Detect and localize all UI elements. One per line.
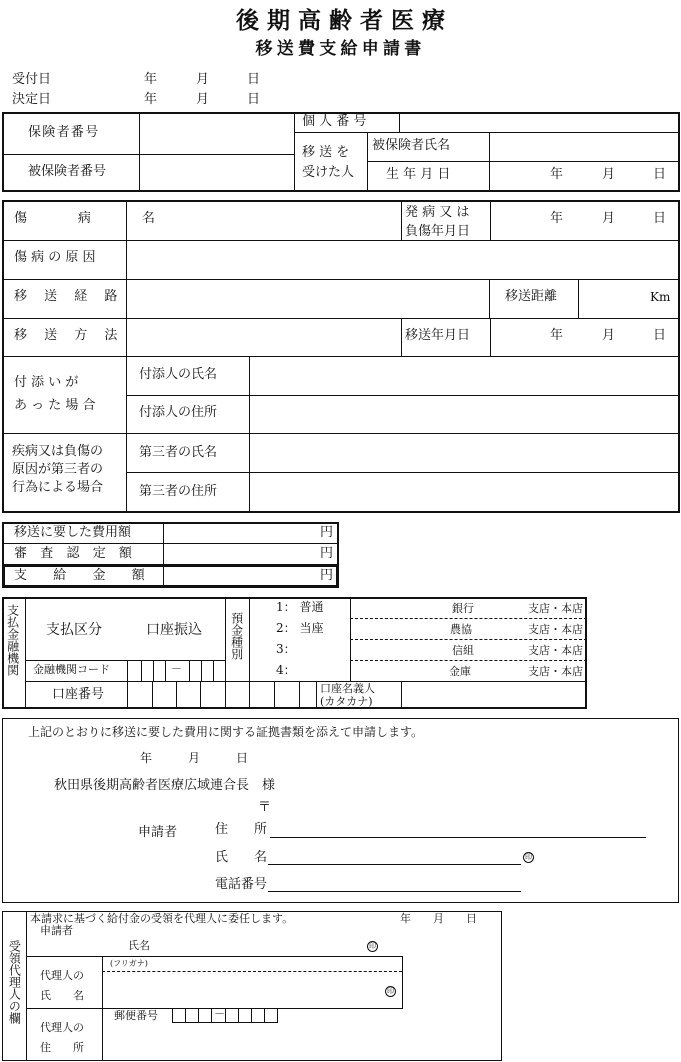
account-holder-field[interactable] bbox=[402, 683, 586, 708]
route-label: 移 送 経 路 bbox=[14, 289, 124, 304]
applicant-address-label: 住 所 bbox=[215, 822, 268, 837]
cost-label: 移送に要した費用額 bbox=[14, 525, 132, 540]
third-party-name-label: 第三者の氏名 bbox=[139, 445, 218, 460]
institution-ja: 農協 bbox=[450, 623, 472, 636]
addressee: 秋田県後期高齢者医療広域連合長 様 bbox=[54, 778, 276, 793]
personal-number-label: 個 人 番 号 bbox=[302, 114, 367, 129]
institution-credit-branch: 支店・本店 bbox=[528, 644, 583, 657]
payment-yen: 円 bbox=[320, 568, 334, 583]
deposit-type-1[interactable]: 1： 普通 bbox=[276, 600, 324, 614]
cost-yen: 円 bbox=[320, 525, 334, 540]
onset-year: 年 bbox=[550, 211, 564, 226]
proxy-address-label: 代理人の 住 所 bbox=[40, 1021, 84, 1055]
proxy-name-label: 代理人の 氏 名 bbox=[40, 969, 84, 1003]
proxy-postal-label: 郵便番号 bbox=[114, 1009, 158, 1022]
attendant-address-field[interactable] bbox=[250, 396, 677, 433]
disease-name-field[interactable] bbox=[127, 202, 400, 240]
received-month: 月 bbox=[196, 72, 210, 87]
applicant-address-field[interactable] bbox=[270, 820, 646, 837]
decided-month: 月 bbox=[196, 92, 210, 107]
institution-credit: 信組 bbox=[452, 644, 474, 657]
proxy-applicant-name-field[interactable] bbox=[155, 938, 365, 953]
method-field[interactable] bbox=[127, 319, 400, 356]
attendant-case-label: 付 添 い が あ っ た 場 合 bbox=[14, 375, 96, 413]
cause-label: 傷 病 の 原 因 bbox=[14, 250, 96, 265]
payment-field[interactable] bbox=[164, 567, 324, 586]
account-number-label: 口座番号 bbox=[52, 687, 105, 702]
review-field[interactable] bbox=[164, 545, 324, 564]
proxy-seal-icon: 印 bbox=[387, 987, 394, 995]
onset-day: 日 bbox=[653, 211, 667, 226]
insured-number-field[interactable] bbox=[140, 155, 293, 190]
decided-year: 年 bbox=[144, 92, 158, 107]
km-unit: Km bbox=[650, 290, 671, 304]
deposit-type-2[interactable]: 2： 当座 bbox=[276, 621, 324, 635]
review-yen: 円 bbox=[320, 546, 334, 561]
review-label: 審 査 認 定 額 bbox=[14, 546, 137, 561]
proxy-name-field[interactable] bbox=[104, 973, 384, 1007]
institution-code-label: 金融機関コード bbox=[33, 663, 110, 676]
onset-date-label: 発 病 又 は 負傷年月日 bbox=[405, 205, 471, 239]
transfer-label[interactable]: 口座振込 bbox=[146, 622, 202, 638]
third-party-case-label: 疾病又は負傷の 原因が第三者の 行為による場合 bbox=[12, 444, 104, 496]
route-field[interactable] bbox=[127, 280, 488, 318]
attendant-address-label: 付添人の住所 bbox=[139, 405, 218, 420]
postal-dash: － bbox=[214, 1007, 225, 1020]
applicant-label: 申請者 bbox=[138, 825, 178, 840]
third-party-address-label: 第三者の住所 bbox=[139, 484, 218, 499]
bank-side-label: 支払金融機関 bbox=[5, 604, 20, 676]
birth-year: 年 bbox=[550, 167, 564, 182]
transport-day: 日 bbox=[653, 328, 667, 343]
institution-ja-branch: 支店・本店 bbox=[528, 623, 583, 636]
third-party-name-field[interactable] bbox=[250, 434, 677, 472]
institution-bank-branch: 支店・本店 bbox=[528, 602, 583, 615]
deposit-type-4[interactable]: 4： bbox=[276, 663, 296, 677]
birth-month: 月 bbox=[602, 167, 616, 182]
onset-month: 月 bbox=[602, 211, 616, 226]
insurer-number-label: 保険者番号 bbox=[28, 125, 100, 140]
attendant-name-field[interactable] bbox=[250, 357, 677, 395]
transport-year: 年 bbox=[550, 328, 564, 343]
applicant-name-field[interactable] bbox=[268, 848, 521, 864]
proxy-side-label: 受領代理人の欄 bbox=[7, 940, 22, 1024]
distance-label: 移送距離 bbox=[505, 289, 558, 304]
received-day: 日 bbox=[247, 72, 261, 87]
insured-name-label: 被保険者氏名 bbox=[372, 138, 451, 153]
insured-number-label: 被保険者番号 bbox=[28, 164, 107, 179]
proxy-statement: 本請求に基づく給付金の受領を代理人に委任します。 bbox=[30, 912, 294, 925]
method-label: 移 送 方 法 bbox=[14, 328, 124, 343]
transport-month: 月 bbox=[602, 328, 616, 343]
applicant-name-label: 氏 名 bbox=[215, 850, 268, 865]
proxy-applicant-name-label: 氏名 bbox=[128, 939, 150, 952]
transport-date-label: 移送年月日 bbox=[405, 328, 471, 343]
attendant-name-label: 付添人の氏名 bbox=[139, 367, 218, 382]
proxy-applicant-seal-icon: 印 bbox=[369, 942, 376, 950]
cause-field[interactable] bbox=[127, 241, 677, 279]
third-party-address-field[interactable] bbox=[250, 473, 677, 511]
declaration-statement: 上記のとおりに移送に要した費用に関する証拠書類を添えて申請します。 bbox=[28, 725, 424, 739]
insurer-number-field[interactable] bbox=[140, 114, 293, 154]
disease-name-label: 傷 病 名 bbox=[14, 211, 179, 226]
proxy-address-field[interactable] bbox=[104, 1025, 500, 1059]
institution-kinko: 金庫 bbox=[449, 665, 471, 678]
proxy-applicant-label: 申請者 bbox=[40, 924, 73, 937]
institution-kinko-branch: 支店・本店 bbox=[528, 665, 583, 678]
form-subtitle: 移送費支給申請書 bbox=[255, 39, 426, 59]
institution-code-dash: － bbox=[171, 662, 182, 675]
cost-field[interactable] bbox=[164, 524, 324, 543]
applicant-phone-label: 電話番号 bbox=[215, 877, 268, 892]
deposit-type-label: 預金種別 bbox=[229, 612, 244, 660]
personal-number-field[interactable] bbox=[400, 114, 678, 132]
applicant-seal-icon: 印 bbox=[525, 853, 532, 861]
payment-type-label: 支払区分 bbox=[46, 622, 102, 638]
received-year: 年 bbox=[144, 72, 158, 87]
declaration-date: 年 月 日 bbox=[140, 751, 249, 765]
decided-day: 日 bbox=[247, 92, 261, 107]
received-date-label: 受付日 bbox=[12, 72, 52, 87]
applicant-phone-field[interactable] bbox=[268, 875, 521, 891]
birthdate-label: 生 年 月 日 bbox=[386, 167, 451, 182]
form-title: 後 期 高 齢 者 医 療 bbox=[235, 7, 446, 34]
transported-person-label: 移 送 を 受けた人 bbox=[302, 145, 355, 180]
deposit-type-3[interactable]: 3： bbox=[276, 642, 296, 656]
institution-bank: 銀行 bbox=[452, 602, 474, 615]
furigana-label: (フリガナ) bbox=[110, 959, 148, 968]
proxy-date: 年 月 日 bbox=[400, 912, 477, 925]
payment-label: 支 給 金 額 bbox=[14, 568, 156, 583]
insured-name-field[interactable] bbox=[490, 133, 678, 161]
birth-day: 日 bbox=[653, 167, 667, 182]
postal-mark: 〒 bbox=[258, 800, 272, 815]
decided-date-label: 決定日 bbox=[12, 92, 52, 107]
account-holder-label: 口座名義人 (カタカナ) bbox=[320, 682, 375, 708]
